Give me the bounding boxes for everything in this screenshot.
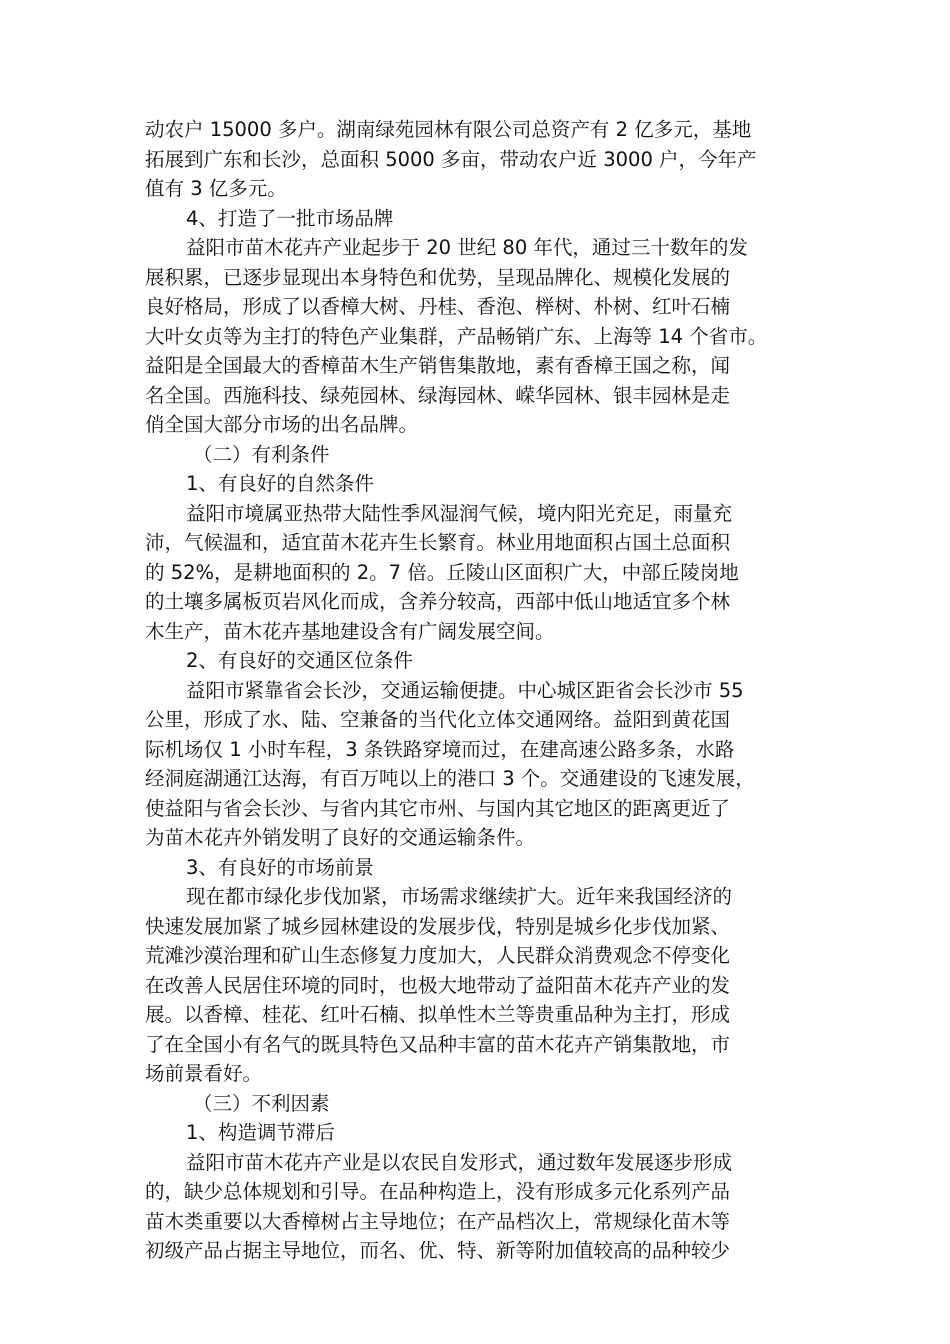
text-line: 初级产品占据主导地位，而名、优、特、新等附加值较高的品种较少: [145, 1239, 731, 1262]
text-line: 苗木类重要以大香樟树占主导地位；在产品档次上，常规绿化苗木等: [145, 1209, 731, 1233]
text-line: 2、有良好的交通区位条件: [186, 649, 413, 672]
text-line: 的土壤多属板页岩风化而成，含养分较高，西部中低山地适宜多个林: [145, 590, 731, 613]
text-line: （三）不利因素: [193, 1091, 330, 1115]
text-line: 的，缺少总体规划和引导。在品种构造上，没有形成多元化系列产品: [145, 1180, 731, 1203]
document-page: [145, 115, 810, 1266]
text-line: 大叶女贞等为主打的特色产业集群，产品畅销广东、上海等 14 个省市。: [145, 324, 768, 348]
text-line: 益阳市苗木花卉产业起步于 20 世纪 80 年代，通过三十数年的发: [186, 236, 748, 259]
text-line: 快速发展加紧了城乡园林建设的发展步伐，特别是城乡化步伐加紧、: [145, 914, 731, 938]
text-line: 良好格局，形成了以香樟大树、丹桂、香泡、榉树、朴树、红叶石楠: [145, 295, 731, 318]
text-line: 值有 3 亿多元。: [145, 177, 287, 200]
text-line: 拓展到广东和长沙，总面积 5000 多亩，带动农户近 3000 户，今年产: [145, 147, 757, 171]
text-line: 使益阳与省会长沙、与省内其它市州、与国内其它地区的距离更近了: [145, 796, 731, 820]
text-line: 展。以香樟、桂花、红叶石楠、拟单性木兰等贵重品种为主打，形成: [145, 1003, 731, 1026]
text-line: 益阳市境属亚热带大陆性季风湿润气候，境内阳光充足，雨量充: [186, 501, 733, 525]
text-line: 了在全国小有名气的既具特色又品种丰富的苗木花卉产销集散地，市: [145, 1032, 731, 1056]
text-line: 1、构造调节滞后: [186, 1121, 335, 1144]
text-line: 4、打造了一批市场品牌: [186, 206, 394, 230]
text-line: 在改善人民居住环境的同时，也极大地带动了益阳苗木花卉产业的发: [145, 973, 731, 997]
text-line: 际机场仅 1 小时车程，3 条铁路穿境而过，在建高速公路多条，水路: [145, 737, 735, 761]
text-line: 荒滩沙漠治理和矿山生态修复力度加大，人民群众消费观念不停变化: [145, 944, 731, 967]
text-line: 名全国。西施科技、绿苑园林、绿海园林、嵘华园林、银丰园林是走: [145, 383, 731, 407]
text-line: 公里，形成了水、陆、空兼备的当代化立体交通网络。益阳到黄花国: [145, 708, 731, 731]
text-line: 沛，气候温和，适宜苗木花卉生长繁育。林业用地面积占国土总面积: [145, 531, 731, 554]
text-line: 益阳市紧靠省会长沙，交通运输便捷。中心城区距省会长沙市 55: [186, 678, 744, 702]
text-line: 动农户 15000 多户。湖南绿苑园林有限公司总资产有 2 亿多元，基地: [145, 118, 752, 141]
text-line: 俏全国大部分市场的出名品牌。: [145, 413, 419, 436]
text-line: 经洞庭湖通江达海，有百万吨以上的港口 3 个。交通建设的飞速发展，: [145, 767, 755, 790]
text-line: 3、有良好的市场前景: [186, 855, 374, 879]
text-line: 1、有良好的自然条件: [186, 472, 374, 495]
text-line: （二）有利条件: [193, 442, 330, 466]
text-line: 益阳是全国最大的香樟苗木生产销售集散地，素有香樟王国之称，闻: [145, 354, 731, 377]
text-line: 现在都市绿化步伐加紧，市场需求继续扩大。近年来我国经济的: [186, 885, 733, 908]
text-line: 的 52%，是耕地面积的 2。7 倍。丘陵山区面积广大，中部丘陵岗地: [145, 560, 739, 584]
text-line: 为苗木花卉外销发明了良好的交通运输条件。: [145, 826, 536, 849]
text-line: 木生产，苗木花卉基地建设含有广阔发展空间。: [145, 619, 555, 643]
text-line: 展积累，已逐步显现出本身特色和优势，呈现品牌化、规模化发展的: [145, 265, 731, 289]
text-line: 场前景看好。: [145, 1062, 263, 1085]
text-line: 益阳市苗木花卉产业是以农民自发形式，通过数年发展逐步形成: [186, 1150, 733, 1174]
